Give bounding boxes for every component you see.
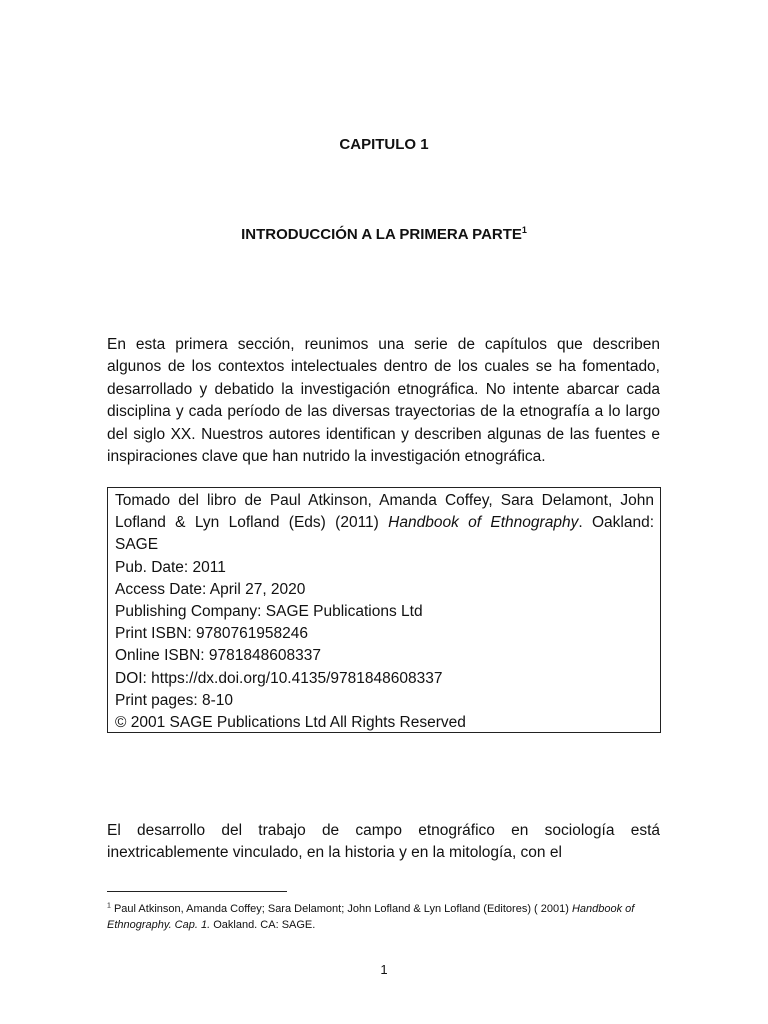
body-paragraph xyxy=(107,820,660,865)
footnote-reference[interactable]: 1 xyxy=(521,225,527,235)
footnote-authors: Paul Atkinson, Amanda Coffey; Sara Delamont; John Lofland & Lyn Lofland (Editores) ( 2001) xyxy=(110,903,572,915)
citation-authors: Tomado del libro de Paul Atkinson, Amanda Coffey, Sara Delamont, John Lofland & Lyn Lofland (Eds) (2011) xyxy=(115,492,654,532)
publishing-company: Publishing Company: SAGE Publications Ltd xyxy=(115,603,423,621)
footnote-book-title: Handbook of Ethnography. Cap. 1. xyxy=(107,903,635,931)
doi-link[interactable]: DOI: https://dx.doi.org/10.4135/9781848608337 xyxy=(115,669,443,687)
source-citation-box xyxy=(107,487,661,733)
copyright-notice: © 2001 SAGE Publications Ltd All Rights Reserved xyxy=(115,714,466,732)
footnote xyxy=(107,901,662,933)
footnote-publisher: Oakland. CA: SAGE. xyxy=(210,919,316,931)
citation-text xyxy=(115,490,654,557)
footnote-marker: 1 xyxy=(107,902,111,910)
citation-book-title: Handbook of Ethnography xyxy=(388,514,579,532)
page-number: 1 xyxy=(380,962,388,977)
chapter-heading: CAPITULO 1 xyxy=(339,136,429,153)
print-isbn: Print ISBN: 9780761958246 xyxy=(115,625,309,643)
section-title-text: INTRODUCCIÓN A LA PRIMERA PARTE xyxy=(241,226,522,243)
online-isbn: Online ISBN: 9781848608337 xyxy=(115,647,321,665)
section-title xyxy=(0,226,768,243)
pub-date: Pub. Date: 2011 xyxy=(115,558,226,576)
intro-paragraph: En esta primera sección, reunimos una serie de capítulos que describen algunos de los contextos intelectuales dentro de los cuales se ha fomentado, desarrollado y debatido la investigación etnográfica. No intente abarcar cada disciplina y cada período de las diversas trayectorias de la etnografía a lo largo del siglo XX. Nuestros autores identifican y describen algunas de las fuentes e inspiraciones clave que han nutrido la investigación etnográfica. xyxy=(107,336,660,466)
footnote-separator xyxy=(107,891,287,892)
print-pages: Print pages: 8-10 xyxy=(115,691,234,709)
access-date: Access Date: April 27, 2020 xyxy=(115,580,306,598)
citation-publisher: . Oakland: SAGE xyxy=(115,514,655,554)
body-paragraph-text: El desarrollo del trabajo de campo etnográfico en sociología está inextricablemente vinculado, en la historia y en la mitología, con el xyxy=(107,822,660,862)
